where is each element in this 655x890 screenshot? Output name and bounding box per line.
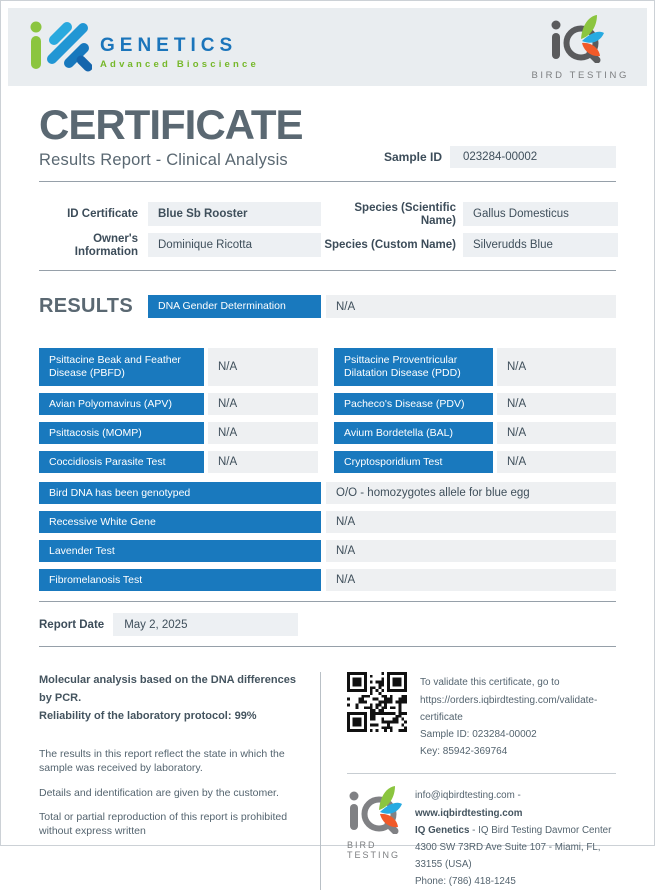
test-value-dna-gender: N/A bbox=[326, 295, 616, 318]
disclaimer-bold-line: Reliability of the laboratory protocol: 99% bbox=[39, 709, 257, 722]
test-value: N/A bbox=[497, 393, 616, 415]
test-value: N/A bbox=[208, 422, 318, 444]
test-label: Avium Bordetella (BAL) bbox=[334, 422, 493, 444]
disclaimer-paragraph: The results in this report reflect the state in which the sample was received by laboratory. bbox=[39, 748, 285, 775]
contact-company-line: IQ Genetics - IQ Bird Testing Davmor Center bbox=[415, 824, 612, 836]
id-certificate-value: Blue Sb Rooster bbox=[148, 202, 321, 226]
test-label: Lavender Test bbox=[39, 540, 321, 562]
disclaimer-paragraph: Total or partial reproduction of this report is prohibited without express written bbox=[39, 810, 288, 837]
test-value: O/O - homozygotes allele for blue egg bbox=[326, 482, 616, 504]
report-date-field bbox=[39, 613, 616, 636]
test-value: N/A bbox=[208, 393, 318, 415]
test-label: Psittacine Proventricular Dilatation Disease (PDD) bbox=[334, 348, 493, 386]
test-label: Recessive White Gene bbox=[39, 511, 321, 533]
divider bbox=[39, 646, 616, 647]
bird-testing-label: BIRD TESTING bbox=[347, 840, 401, 861]
header-band bbox=[8, 8, 647, 86]
iq-genetics-logo bbox=[28, 17, 259, 78]
test-value: N/A bbox=[326, 511, 616, 533]
test-label: Pacheco's Disease (PDV) bbox=[334, 393, 493, 415]
qr-code bbox=[347, 672, 407, 732]
page-title: CERTIFICATE bbox=[39, 101, 303, 148]
validate-instruction: To validate this certificate, go to bbox=[420, 677, 560, 689]
iq-bird-testing-icon bbox=[549, 13, 611, 68]
test-label: Psittacine Beak and Feather Disease (PBFD) bbox=[39, 348, 204, 386]
species-custom-label: Species (Custom Name) bbox=[324, 239, 456, 252]
disclaimer-paragraph: Details and identification are given by the customer. bbox=[39, 786, 279, 799]
test-value: N/A bbox=[208, 451, 318, 473]
species-scientific-label: Species (Scientific Name) bbox=[354, 201, 456, 227]
validate-sample-id: Sample ID: 023284-00002 bbox=[420, 729, 537, 741]
id-certificate-label: ID Certificate bbox=[67, 208, 138, 221]
disclaimer-block bbox=[39, 672, 320, 890]
sample-id-field bbox=[384, 146, 616, 168]
footer-vertical-divider bbox=[320, 672, 321, 890]
test-value: N/A bbox=[208, 348, 318, 386]
disclaimer-bold-line: Molecular analysis based on the DNA differences by PCR. bbox=[39, 674, 296, 705]
test-value: N/A bbox=[497, 451, 616, 473]
results-heading: RESULTS bbox=[39, 295, 133, 318]
owner-info-label: Owner's Information bbox=[74, 233, 138, 258]
report-date-value: May 2, 2025 bbox=[113, 613, 298, 636]
owner-info-value: Dominique Ricotta bbox=[148, 233, 321, 257]
brand-tagline: Advanced Bioscience bbox=[100, 58, 260, 70]
contact-address-line: 4300 SW 73RD Ave Suite 107 - Miami, FL, 33155 (USA) bbox=[415, 841, 601, 870]
test-value: N/A bbox=[326, 540, 616, 562]
test-label: Avian Polyomavirus (APV) bbox=[39, 393, 204, 415]
iq-bird-testing-icon bbox=[347, 784, 409, 839]
iq-genetics-icon bbox=[28, 17, 92, 78]
divider bbox=[39, 270, 616, 271]
test-value: N/A bbox=[497, 348, 616, 386]
contact-email-line: info@iqbirdtesting.com - www.iqbirdtesting.com bbox=[415, 790, 523, 819]
validate-url: https://orders.iqbirdtesting.com/validate-certificate bbox=[420, 694, 598, 723]
full-width-tests bbox=[39, 482, 616, 591]
divider bbox=[39, 601, 616, 602]
sample-id-label: Sample ID bbox=[383, 149, 442, 164]
test-label-dna-gender: DNA Gender Determination bbox=[148, 295, 321, 318]
species-scientific-value: Gallus Domesticus bbox=[463, 202, 618, 226]
tests-grid bbox=[39, 348, 616, 473]
contact-block bbox=[347, 784, 616, 890]
test-label: Bird DNA has been genotyped bbox=[39, 482, 321, 504]
test-label: Cryptosporidium Test bbox=[334, 451, 493, 473]
iq-bird-testing-logo bbox=[531, 13, 629, 81]
report-date-label: Report Date bbox=[39, 618, 105, 631]
test-value: N/A bbox=[497, 422, 616, 444]
page-subtitle: Results Report - Clinical Analysis bbox=[39, 150, 288, 169]
footer-divider bbox=[347, 773, 616, 774]
test-label: Psittacosis (MOMP) bbox=[39, 422, 204, 444]
validation-block bbox=[347, 672, 616, 760]
contact-phone-line: Phone: (786) 418-1245 bbox=[415, 876, 516, 888]
test-label: Fibromelanosis Test bbox=[39, 569, 321, 591]
sample-id-value: 023284-00002 bbox=[450, 146, 616, 168]
species-custom-value: Silverudds Blue bbox=[463, 233, 618, 257]
validate-key: Key: 85942-369764 bbox=[420, 746, 508, 758]
website-text: www.iqbirdtesting.com bbox=[415, 807, 523, 819]
test-value: N/A bbox=[326, 569, 616, 591]
footer-iq-bird-testing-logo bbox=[347, 784, 409, 860]
bird-testing-label: BIRD TESTING bbox=[531, 70, 629, 81]
brand-name: GENETICS bbox=[100, 34, 238, 56]
divider bbox=[39, 181, 616, 182]
test-label: Coccidiosis Parasite Test bbox=[39, 451, 204, 473]
info-fields bbox=[39, 202, 616, 259]
